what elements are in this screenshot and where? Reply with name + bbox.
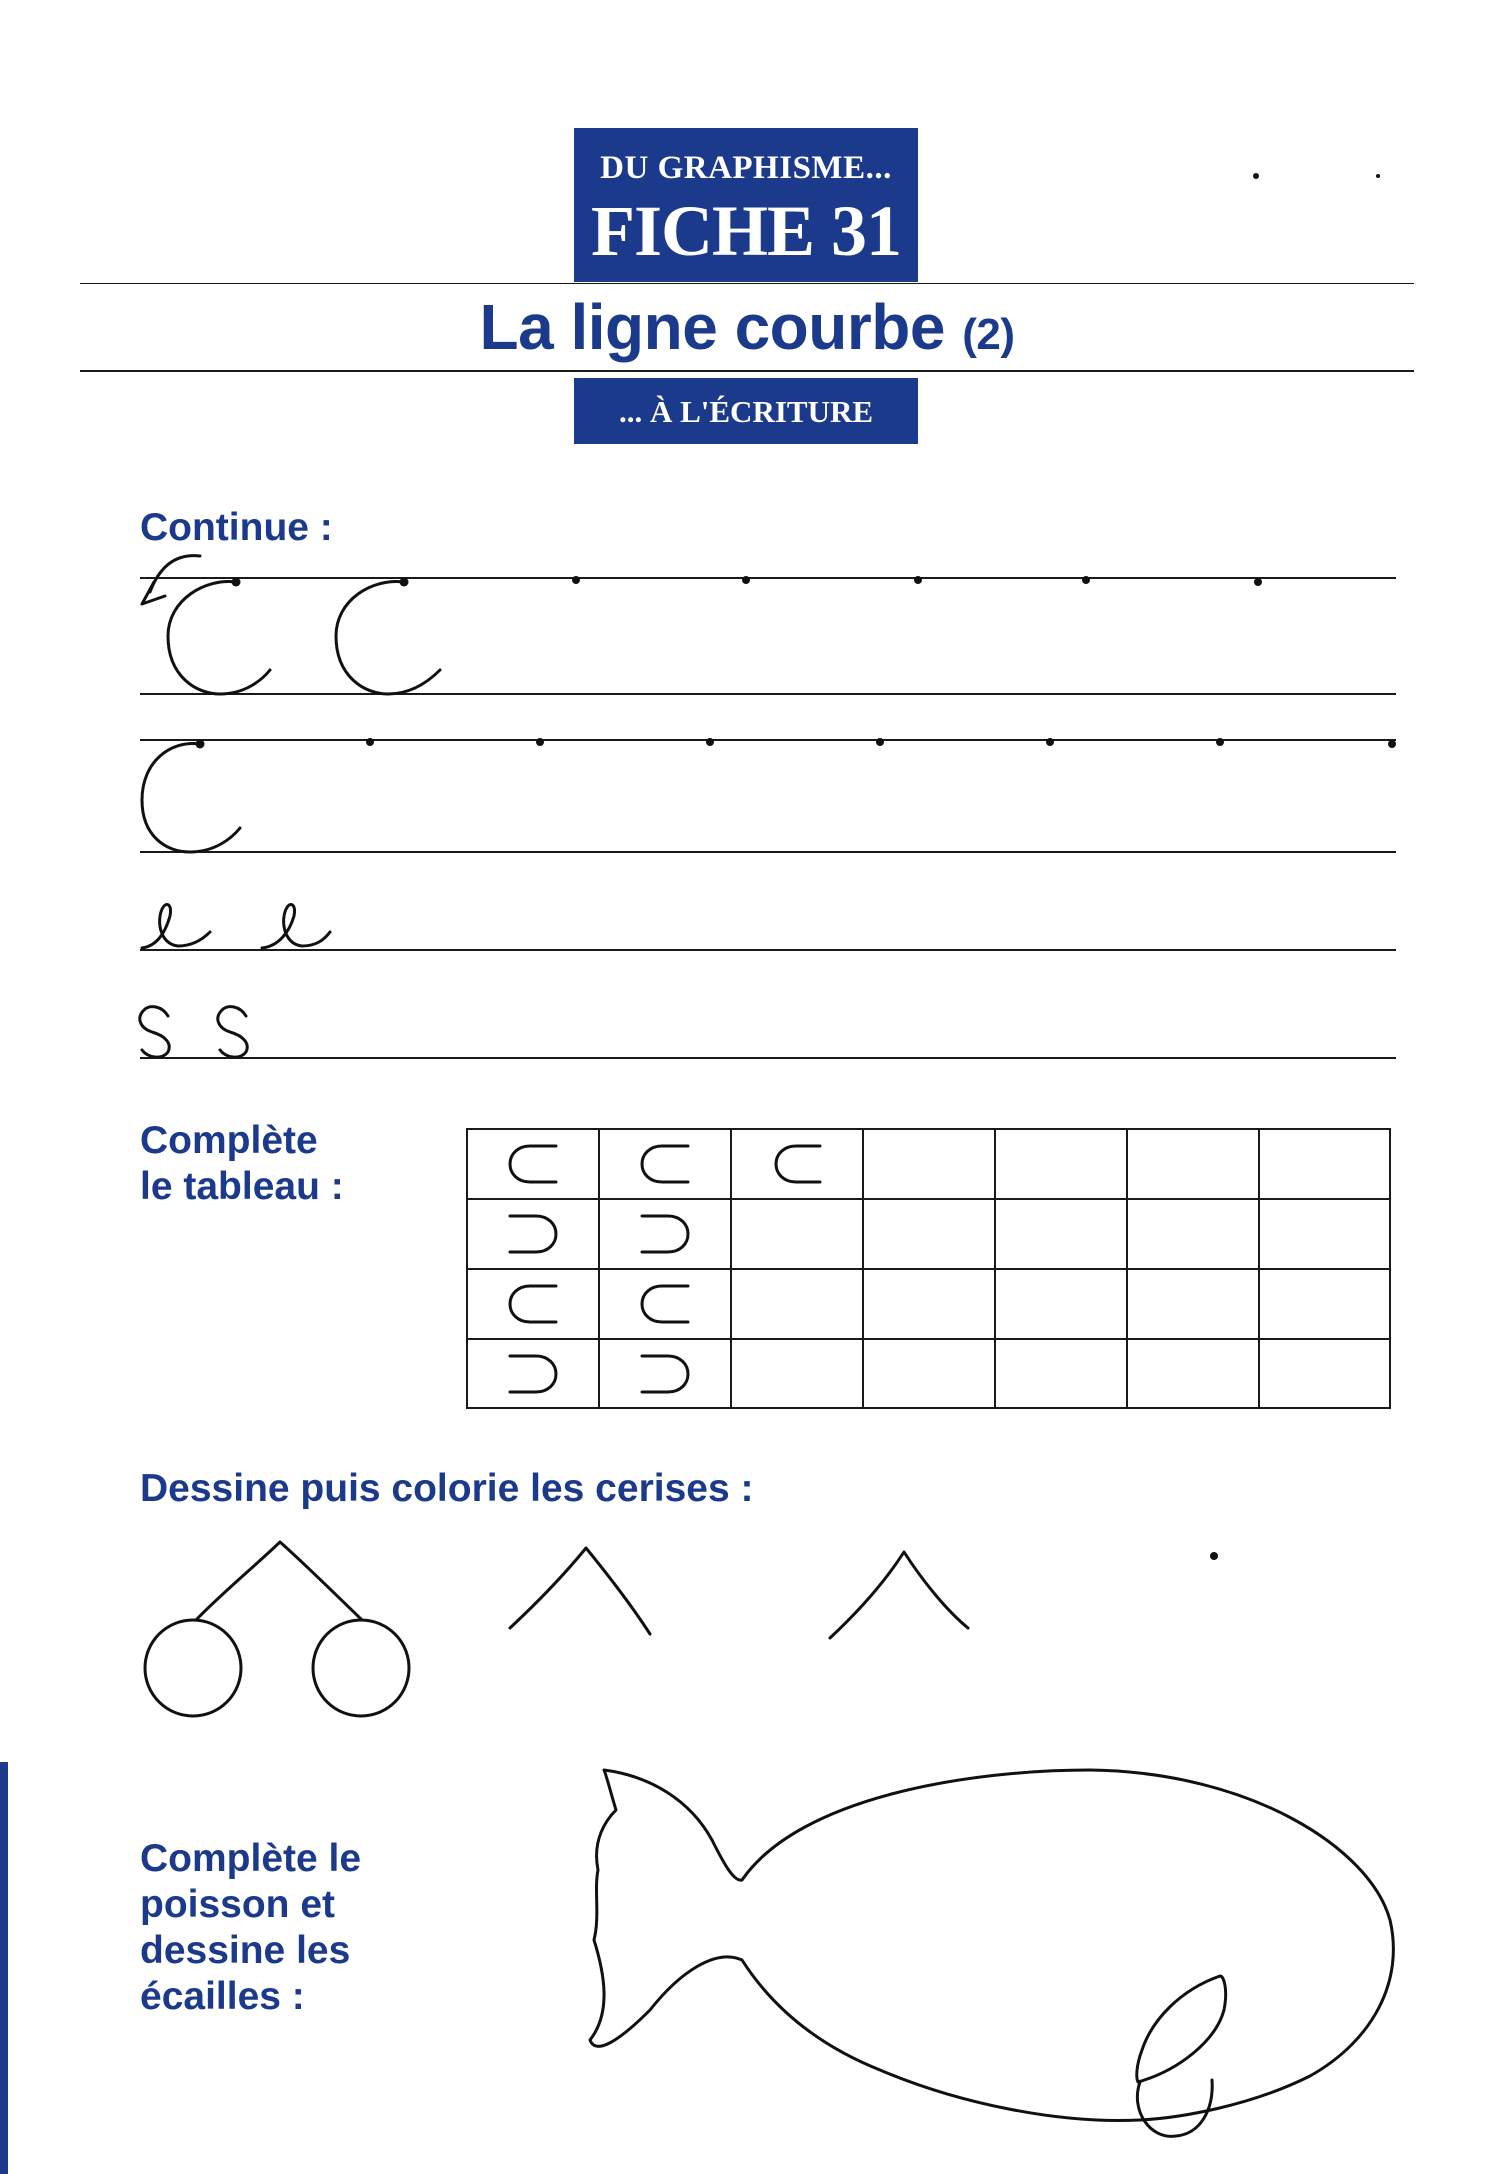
letter-c-model (142, 744, 240, 852)
letter-c-model (336, 582, 440, 694)
cherry-stems-model (196, 1542, 362, 1620)
writing-guides (140, 578, 1396, 1058)
cherry-circle (145, 1620, 241, 1716)
page-title-main: La ligne courbe (479, 291, 945, 363)
table-curve-right (510, 1216, 556, 1252)
table-curve-left (776, 1146, 820, 1182)
cursive-c-model (262, 904, 330, 948)
cherry-stems-to-complete (830, 1552, 968, 1638)
pattern-table (467, 1129, 1390, 1408)
start-arrow-head (142, 582, 165, 604)
fish-fin-lower (1137, 2080, 1212, 2136)
continue-label: Continue : (140, 506, 333, 549)
table-curve-left (510, 1146, 556, 1182)
start-dot (1046, 738, 1054, 746)
page-title-suffix: (2) (962, 310, 1015, 359)
start-dot (1216, 738, 1224, 746)
fiche-number: FICHE 31 (590, 191, 902, 271)
speck (1376, 174, 1380, 178)
cherry-stems-to-complete (510, 1548, 650, 1634)
start-dot (1388, 740, 1396, 748)
complete-table-line-2: le tableau : (140, 1165, 344, 1208)
header-footer-line: ... À L'ÉCRITURE (618, 394, 874, 429)
start-dot (876, 738, 884, 746)
table-curve-left (642, 1286, 688, 1322)
row-2-letters (142, 738, 1396, 852)
start-dot (1254, 578, 1262, 586)
table-curve-left (510, 1286, 556, 1322)
start-dot (232, 578, 241, 587)
fish-label-line-4: écailles : (140, 1975, 305, 2018)
margin-bar (0, 1762, 8, 2174)
start-dot (536, 738, 544, 746)
row-3-letters (142, 904, 330, 948)
start-dot (742, 576, 750, 584)
table-curve-right (642, 1356, 688, 1392)
table-curve-left (642, 1146, 688, 1182)
speck (1210, 1552, 1218, 1560)
start-dot (914, 576, 922, 584)
speck (1253, 173, 1259, 179)
fish-section (590, 1770, 1393, 2136)
header-subtitle: DU GRAPHISME... (600, 150, 892, 186)
complete-table-line-1: Complète (140, 1119, 318, 1162)
cherries-label: Dessine puis colorie les cerises : (140, 1467, 754, 1510)
start-dot (1082, 576, 1090, 584)
cursive-c-model (142, 904, 210, 948)
row-1-letters (142, 556, 1262, 694)
start-dot (706, 738, 714, 746)
fish-label-line-1: Complète le (140, 1837, 362, 1880)
start-dot (366, 738, 374, 746)
fish-fin (1137, 1976, 1226, 2082)
fish-outline (590, 1770, 1393, 2121)
start-dot (196, 740, 205, 749)
table-curve-right (510, 1356, 556, 1392)
cherry-circle (313, 1620, 409, 1716)
table-curve-right (642, 1216, 688, 1252)
letter-c-model (168, 582, 270, 694)
row-4-letters (140, 1007, 247, 1057)
letter-s-model (218, 1007, 247, 1057)
fish-label-line-3: dessine les (140, 1929, 351, 1972)
letter-s-model (140, 1007, 169, 1057)
fish-label-line-2: poisson et (140, 1883, 336, 1926)
cherries-section (145, 1542, 1218, 1716)
start-dot (400, 578, 409, 587)
start-dot (572, 576, 580, 584)
start-arrow-curve (150, 556, 200, 592)
